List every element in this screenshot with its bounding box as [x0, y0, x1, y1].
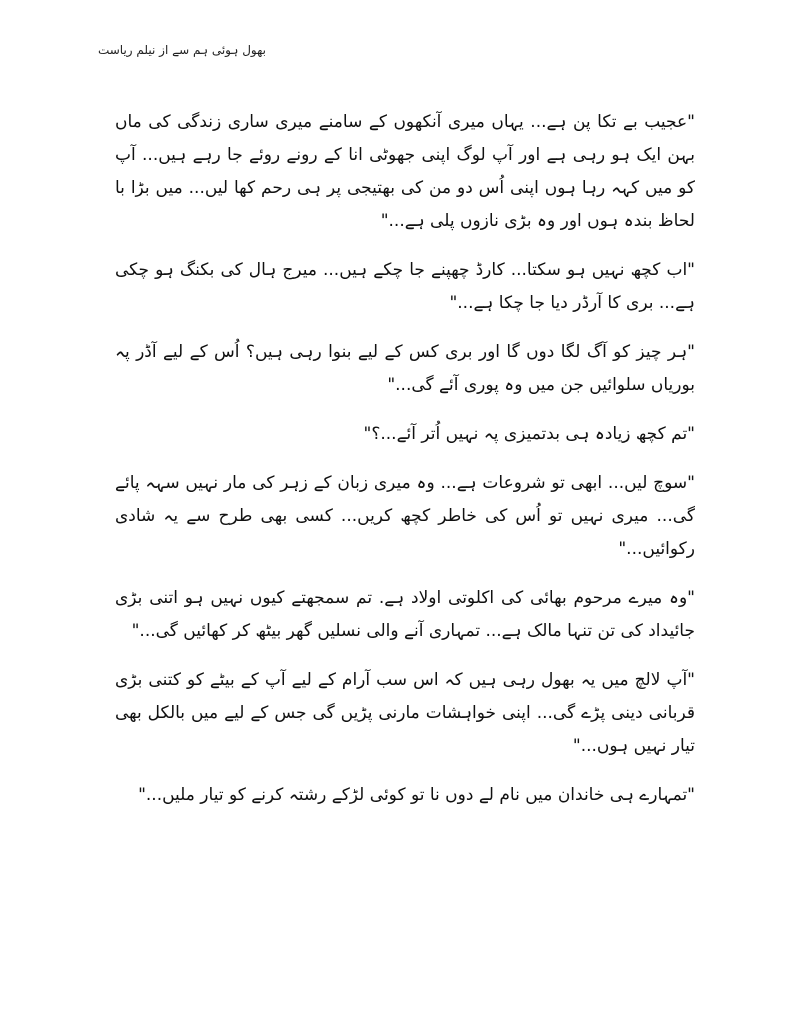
running-header-title: بھول ہوئی ہم سے از نیلم ریاست: [97, 43, 266, 57]
dialogue-paragraph: "سوچ لیں... ابھی تو شروعات ہے... وہ میری زبان کے زہر کی مار نہیں سہہ پائے گی... میری نہیں تو اُس کی خاطر کچھ کریں... کسی بھی طرح سے یہ شادی رکوائیں...": [115, 473, 695, 559]
dialogue-paragraph: "اب کچھ نہیں ہو سکتا... کارڈ چھپنے جا چکے ہیں... میرج ہال کی بکنگ ہو چکی ہے... بری کا آرڈر دیا جا چکا ہے...": [115, 260, 695, 313]
dialogue-paragraph: "تمہارے ہی خاندان میں نام لے دوں نا تو کوئی لڑکے رشتہ کرنے کو تیار ملیں...": [138, 785, 695, 805]
story-text-body: [115, 106, 695, 812]
dialogue-paragraph: "تم کچھ زیادہ ہی بدتمیزی پہ نہیں اُتر آئے...؟": [363, 424, 695, 444]
dialogue-paragraph: "آپ لالچ میں یہ بھول رہی ہیں کہ اس سب آرام کے لیے آپ کے بیٹے کو کتنی بڑی قربانی دینی پڑے گی... اپنی خواہشات مارنی پڑیں گی جس کے لیے میں بالکل بھی تیار نہیں ہوں...": [115, 670, 695, 756]
dialogue-paragraph: "وہ میرے مرحوم بھائی کی اکلوتی اولاد ہے. تم سمجھتے کیوں نہیں ہو اتنی بڑی جائیداد کی تن تنہا مالک ہے... تمہاری آنے والی نسلیں گھر بیٹھ کر کھائیں گی...": [115, 588, 695, 641]
dialogue-paragraph: "ہر چیز کو آگ لگا دوں گا اور بری کس کے لیے بنوا رہی ہیں؟ اُس کے لیے آڈر پہ بوریاں سلوائیں جن میں وہ پوری آئے گی...": [115, 342, 695, 395]
dialogue-paragraph: "عجیب بے تکا پن ہے... یہاں میری آنکھوں کے سامنے میری ساری زندگی کی ماں بہن ایک ہو رہی ہے اور آپ لوگ اپنی جھوٹی انا کے رونے روئے جا رہے ہیں... آپ کو میں کہہ رہا ہوں اپنی اُس دو من کی بھتیجی پر ہی رحم کھا لیں... میں بڑا با لحاظ بندہ ہوں اور وہ بڑی نازوں پلی ہے...": [115, 112, 695, 231]
